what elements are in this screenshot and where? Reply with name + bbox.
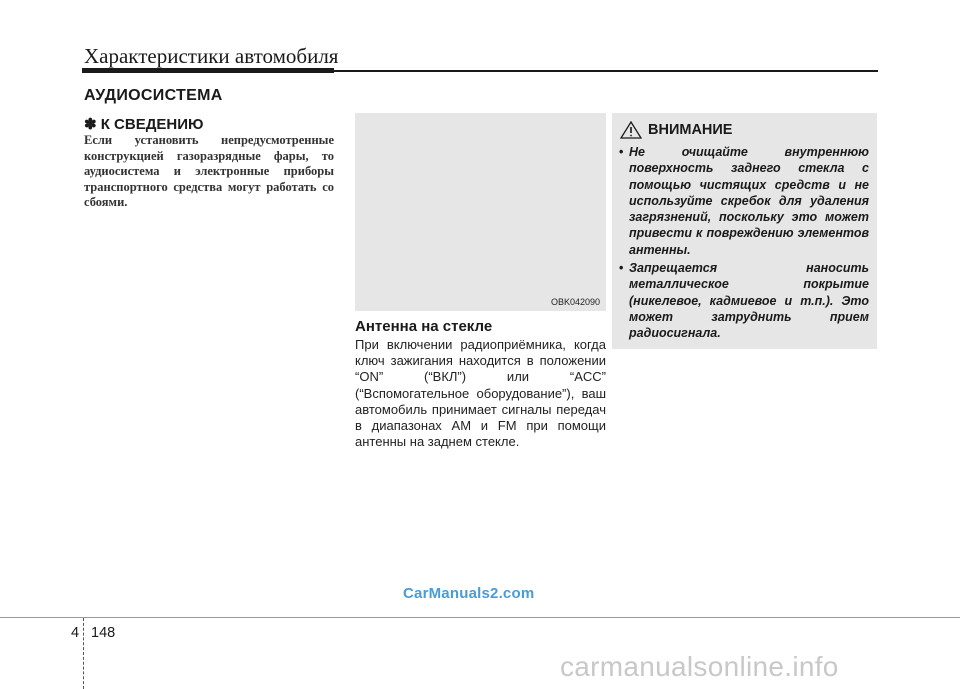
info-heading: ✽ К СВЕДЕНИЮ: [84, 116, 204, 133]
page-number: 148: [91, 625, 116, 641]
footer-divider: [83, 618, 84, 689]
page-header-title: Характеристики автомобиля: [84, 44, 339, 68]
carmanuals-watermark: CarManuals2.com: [403, 585, 535, 602]
section-heading: АУДИОСИСТЕМА: [84, 87, 223, 104]
footer-rule: [0, 617, 960, 618]
chapter-number: 4: [71, 625, 80, 641]
header-rule-thin: [334, 70, 878, 72]
antenna-body: При включении радиоприёмника, когда ключ зажигания находится в положении “ON” (“ВКЛ”) или “ACC” (“Вспомогательное оборудование”), ваш автомобиль принимает сигналы передач в диапазонах AM и FM при помощи антенны на заднем стекле.: [355, 337, 606, 450]
site-watermark: carmanualsonline.info: [560, 651, 839, 682]
antenna-title: Антенна на стекле: [355, 318, 493, 335]
warning-list: [620, 144, 869, 342]
warning-item: • Запрещается наносить металлическое покрытие (никелевое, кадмиевое и т.п.). Это может затруднить прием радиосигнала.: [620, 260, 869, 341]
warning-title: ВНИМАНИЕ: [648, 122, 733, 138]
antenna-figure: [355, 113, 606, 311]
header-rule-thick: [82, 68, 334, 73]
figure-code: OBK042090: [550, 297, 600, 307]
warning-triangle-icon: [620, 121, 642, 139]
warning-box: [612, 113, 877, 349]
warning-item: • Не очищайте внутреннюю поверхность заднего стекла с помощью чистящих средств и не используйте скребок для удаления загрязнений, поскольку это может привести к повреждению элементов антенны.: [620, 144, 869, 258]
info-body: Если установить непредусмотренные конструкцией газоразрядные фары, то аудиосистема и электронные приборы транспортного средства могут работать со сбоями.: [84, 133, 334, 209]
warning-header: [620, 121, 869, 139]
